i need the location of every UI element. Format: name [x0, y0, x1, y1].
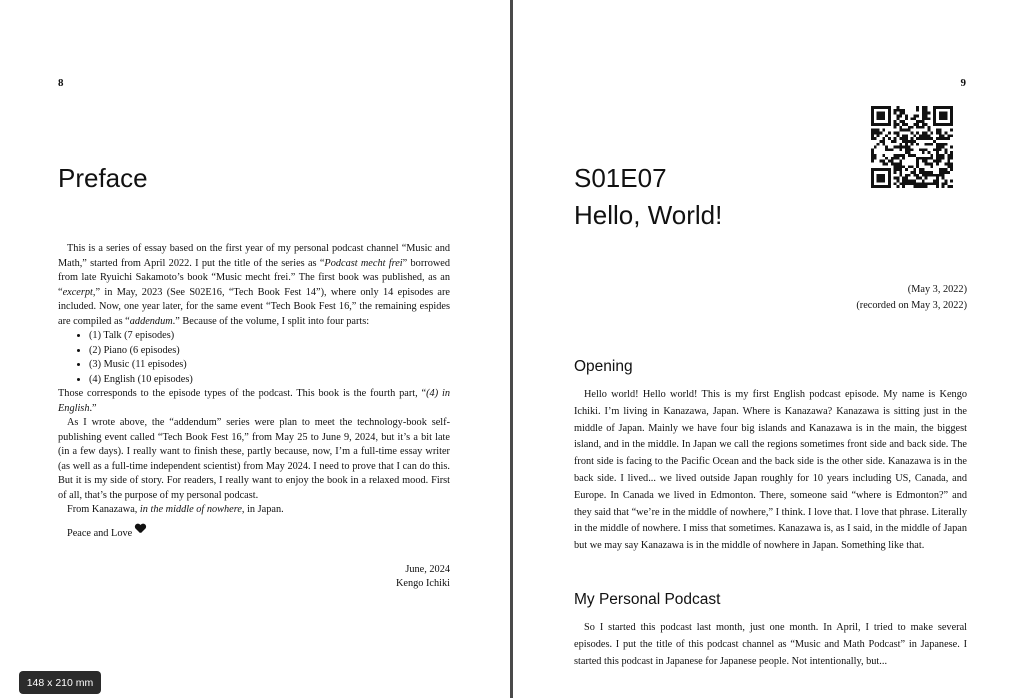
- closing-text: Peace and Love: [67, 528, 133, 539]
- section-body-opening: [574, 387, 967, 555]
- page-number-left: 8: [58, 77, 64, 89]
- signoff-date: June, 2024: [405, 564, 450, 575]
- section-heading-opening: Opening: [574, 358, 633, 375]
- section-body-personal-podcast: [574, 620, 967, 670]
- parts-list: [58, 329, 450, 387]
- episode-date: (May 3, 2022): [907, 284, 967, 295]
- preface-paragraph-4: From Kanazawa, in the middle of nowhere, in Japan.: [67, 504, 284, 515]
- list-item: • (2) Piano (6 episodes): [89, 344, 450, 359]
- list-item: • (4) English (10 episodes): [89, 373, 450, 388]
- qr-code-icon[interactable]: [871, 106, 953, 188]
- preface-paragraph-2: Those corresponds to the episode types of the podcast. This book is the fourth part, “(4) in English.”: [58, 388, 450, 414]
- opening-paragraph: Hello world! Hello world! This is my first English podcast episode. My name is Kengo Ichiki. I’m living in Kanazawa, Japan. Where is Kanazawa? Kanazawa is sitting just in the middle of Japan. Mainly we have four big islands and Kanazawa is in the main, the biggest island, and in the middle. In Japan we call the regions sometimes front side and back side. The front side is facing to the Pacific Ocean and the back side is the other side. Kanazawa is in the back side. I lived... we lived outside Japan roughly for 10 years including US, Canada, and Europe. In Canada we lived in Edmonton. There, someone said “where is Edmonton?” and they said that “we’re in the middle of nowhere,” I think. I love that. I love that phrase. Literally in the middle of nowhere. I miss that sometimes. Kanazawa is, as I said, in the middle of Japan but we may say Kanazawa is in the middle of nowhere in Japan. Something like that.: [574, 389, 967, 552]
- signoff-name: Kengo Ichiki: [395, 578, 450, 589]
- preface-paragraph-1: This is a series of essay based on the first year of my personal podcast channel “Music and Math,” started from April 2022. I put the title of the series as “Podcast mecht frei” borrowed from late Ryuichi Sakamoto’s book “Music mecht frei.” The first book was published, as an “excerpt,” in May, 2023 (See S02E16, “Tech Book Fest 14”), where only 14 episodes are included. Now, one year later, for the same event “Tech Book Fest 16,” the remaining espides are compiled as “addendum.” Because of the volume, I split into four parts:: [58, 243, 450, 327]
- preface-body: [58, 242, 450, 518]
- signoff: [396, 563, 450, 591]
- episode-title: Hello, World!: [574, 200, 723, 230]
- page-size-badge: 148 x 210 mm: [19, 671, 101, 694]
- recorded-date: (recorded on May 3, 2022): [856, 300, 967, 311]
- left-page: [0, 0, 510, 698]
- page-number-right: 9: [960, 77, 966, 89]
- heart-icon: [135, 524, 145, 534]
- episode-code: S01E07: [574, 163, 667, 193]
- episode-dates: [856, 282, 967, 314]
- preface-title: Preface: [58, 163, 148, 193]
- section-heading-personal-podcast: My Personal Podcast: [574, 591, 721, 608]
- closing-line: [67, 526, 145, 539]
- podcast-paragraph: So I started this podcast last month, just one month. In April, I tried to make several episodes. I put the title of this podcast channel as “Music and Math Podcast” in Japanese. I started this podcast in Japanese for Japanese people. Not intentionally, but...: [574, 622, 967, 667]
- list-item: • (3) Music (11 episodes): [89, 358, 450, 373]
- right-page: [513, 0, 1024, 698]
- list-item: • (1) Talk (7 episodes): [89, 329, 450, 344]
- preface-paragraph-3: As I wrote above, the “addendum” series were plan to meet the technology-book self-publishing event called “Tech Book Fest 16,” from May 25 to June 9, 2024, but it’s a bit late (in a few days). I really want to finish these, partly because, now, I’m a full-time essay writer (as well as a full-time independent scientist) from May 2024. I need to prove that I can do this. But it is my side of story. For readers, I really want to enjoy the book in a relaxed mood. First of all, that’s the purpose of my personal podcast.: [58, 417, 450, 501]
